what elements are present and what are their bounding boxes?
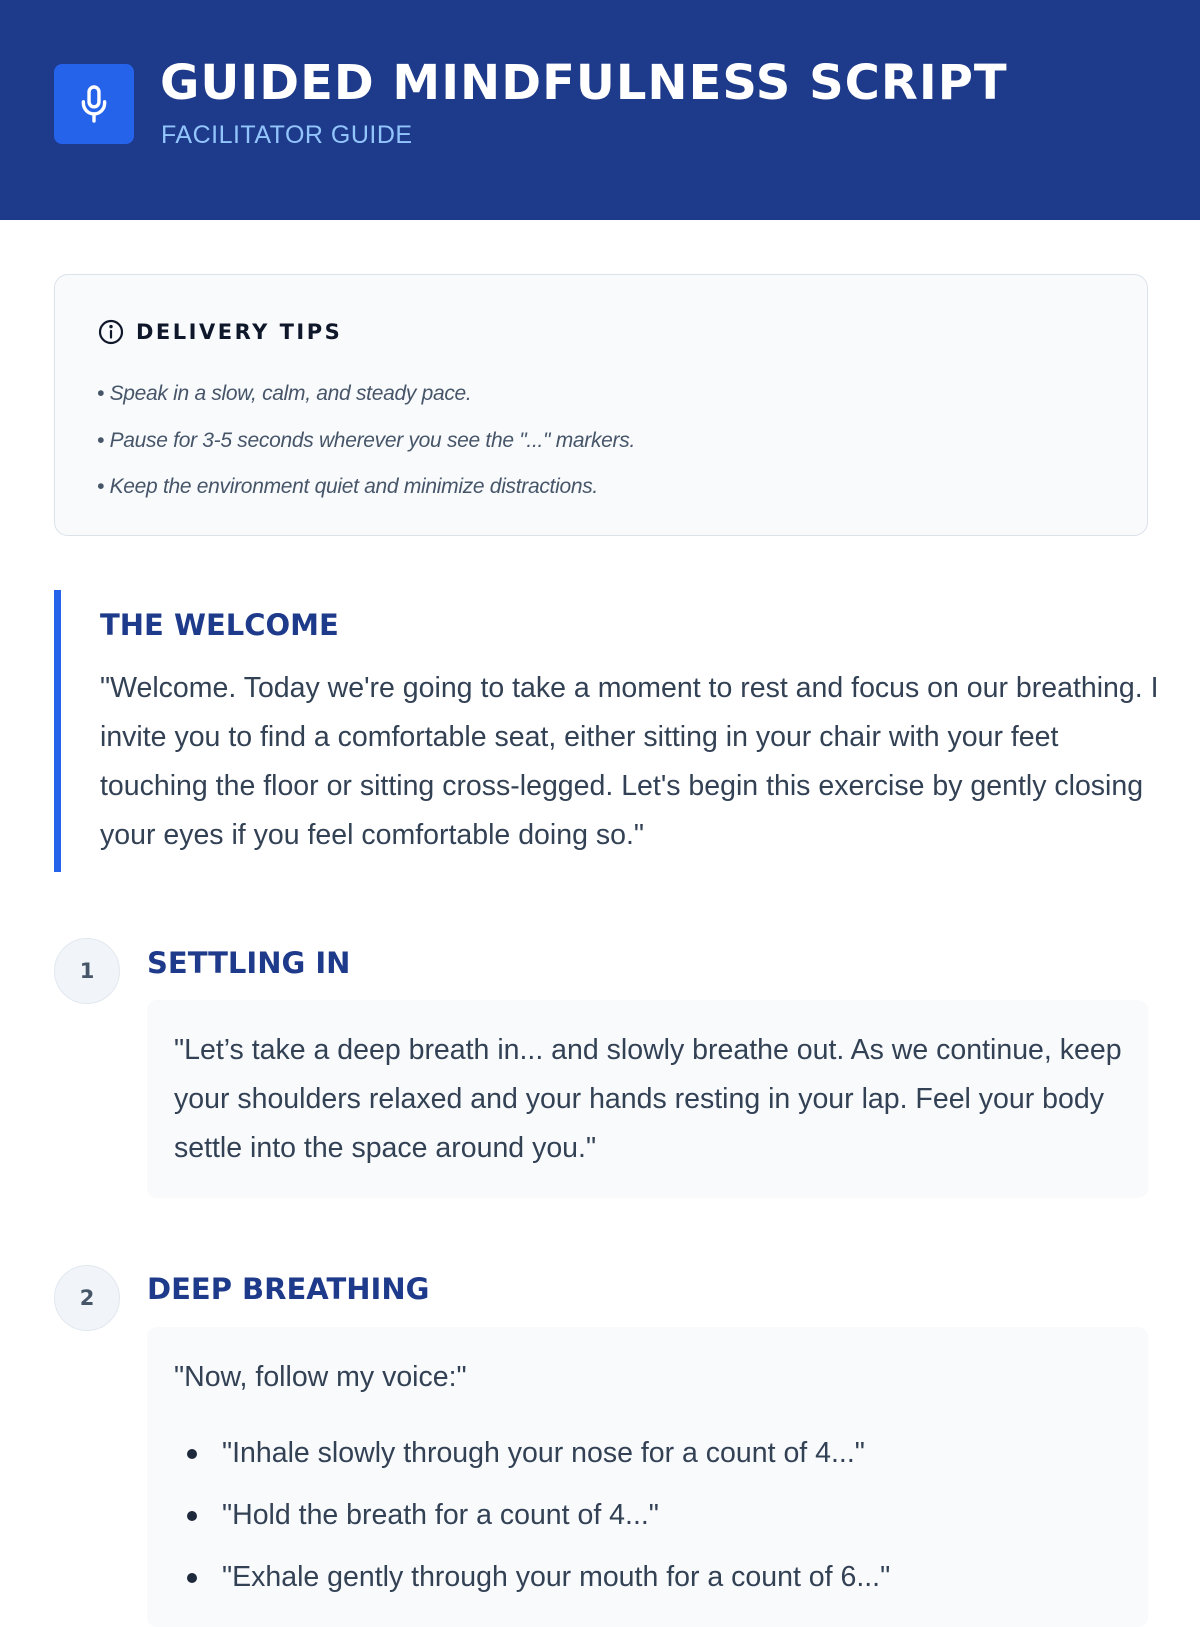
step-settling-in (54, 938, 1148, 1200)
step-script-box (147, 1000, 1148, 1198)
step-script-intro: "Now, follow my voice:" (174, 1361, 467, 1393)
delivery-tips-card (54, 274, 1148, 536)
page-header (0, 0, 1200, 220)
info-circle-icon (97, 318, 125, 346)
delivery-tips-header (97, 318, 342, 346)
page-title: GUIDED MINDFULNESS SCRIPT (160, 55, 1008, 111)
step-script-text: "Let’s take a deep breath in... and slowly breathe out. As we continue, keep your shoulders relaxed and your hands resting in your lap. Feel your body settle into the space around you." (174, 1034, 1122, 1164)
step-script-box (147, 1327, 1148, 1627)
welcome-section (54, 590, 1159, 872)
step-title: DEEP BREATHING (147, 1272, 430, 1306)
breathing-instruction: "Exhale gently through your mouth for a count of 6..." (187, 1546, 890, 1608)
delivery-tips-title: DELIVERY TIPS (136, 320, 343, 344)
step-deep-breathing (54, 1265, 1148, 1600)
step-title: SETTLING IN (147, 946, 351, 980)
page-subtitle: FACILITATOR GUIDE (161, 121, 413, 149)
delivery-tips-list (97, 371, 635, 511)
welcome-text: "Welcome. Today we're going to take a moment to rest and focus on our breathing. I invite you to find a comfortable seat, either sitting in your chair with your feet touching the floor or sitting cross-legged. Let's begin this exercise by gently closing your eyes if you feel comfortable doing so." (100, 672, 1159, 851)
welcome-title: THE WELCOME (100, 608, 339, 642)
breathing-instruction: "Inhale slowly through your nose for a count of 4..." (187, 1422, 890, 1484)
tip-item: • Speak in a slow, calm, and steady pace. (97, 382, 472, 405)
step-number-badge: 1 (54, 938, 120, 1004)
tip-item: • Pause for 3-5 seconds wherever you see the "..." markers. (97, 428, 635, 452)
tip-item: • Keep the environment quiet and minimize distractions. (97, 475, 598, 498)
breathing-instructions-list (187, 1422, 890, 1608)
microphone-icon (54, 64, 134, 144)
breathing-instruction: "Hold the breath for a count of 4..." (187, 1484, 890, 1546)
step-number-badge: 2 (54, 1265, 120, 1331)
